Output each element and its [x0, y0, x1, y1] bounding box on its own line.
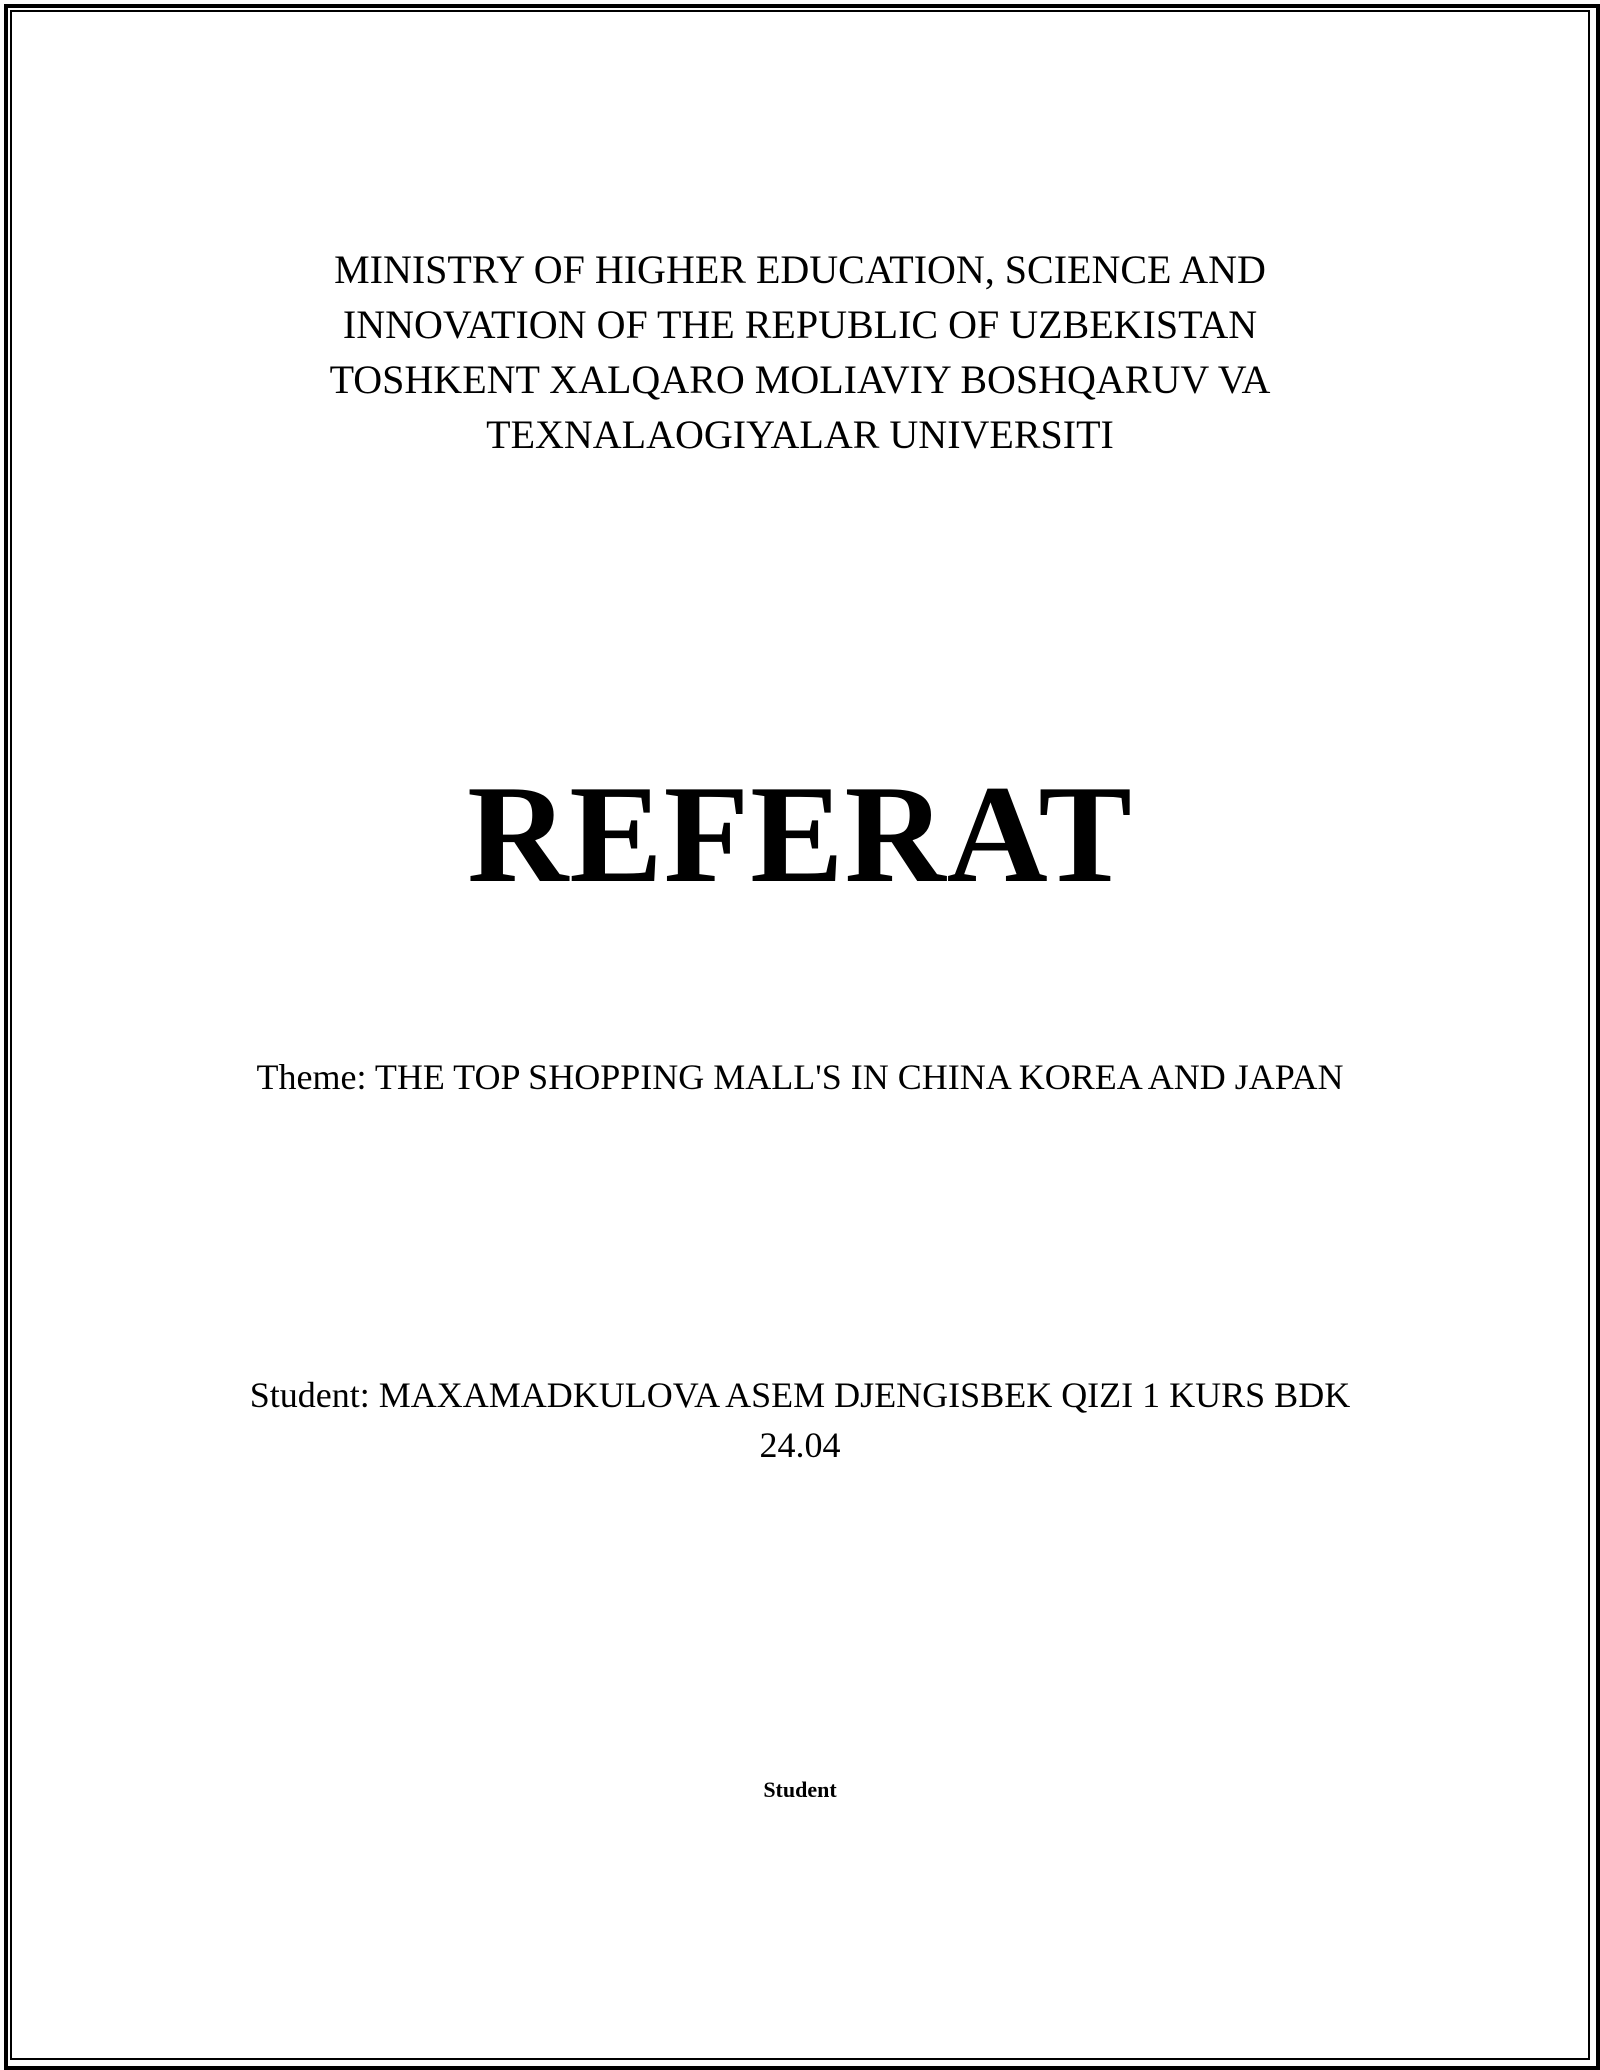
- header-line: TOSHKENT XALQARO MOLIAVIY BOSHQARUV VA: [329, 357, 1271, 402]
- theme-line: Theme: THE TOP SHOPPING MALL'S IN CHINA KOREA AND JAPAN: [256, 1057, 1344, 1097]
- student-line: Student: MAXAMADKULOVA ASEM DJENGISBEK QIZI 1 KURS BDK: [249, 1375, 1351, 1415]
- student-line: 24.04: [759, 1425, 841, 1465]
- student-info: [150, 1370, 1450, 1470]
- header-line: MINISTRY OF HIGHER EDUCATION, SCIENCE AND: [334, 247, 1266, 292]
- header-line: INNOVATION OF THE REPUBLIC OF UZBEKISTAN: [342, 302, 1258, 347]
- student-footer-label: Student: [763, 1777, 837, 1802]
- header-line: TEXNALAOGIYALAR UNIVERSITI: [486, 412, 1114, 457]
- document-title: REFERAT: [467, 757, 1133, 912]
- institution-header: [200, 242, 1400, 462]
